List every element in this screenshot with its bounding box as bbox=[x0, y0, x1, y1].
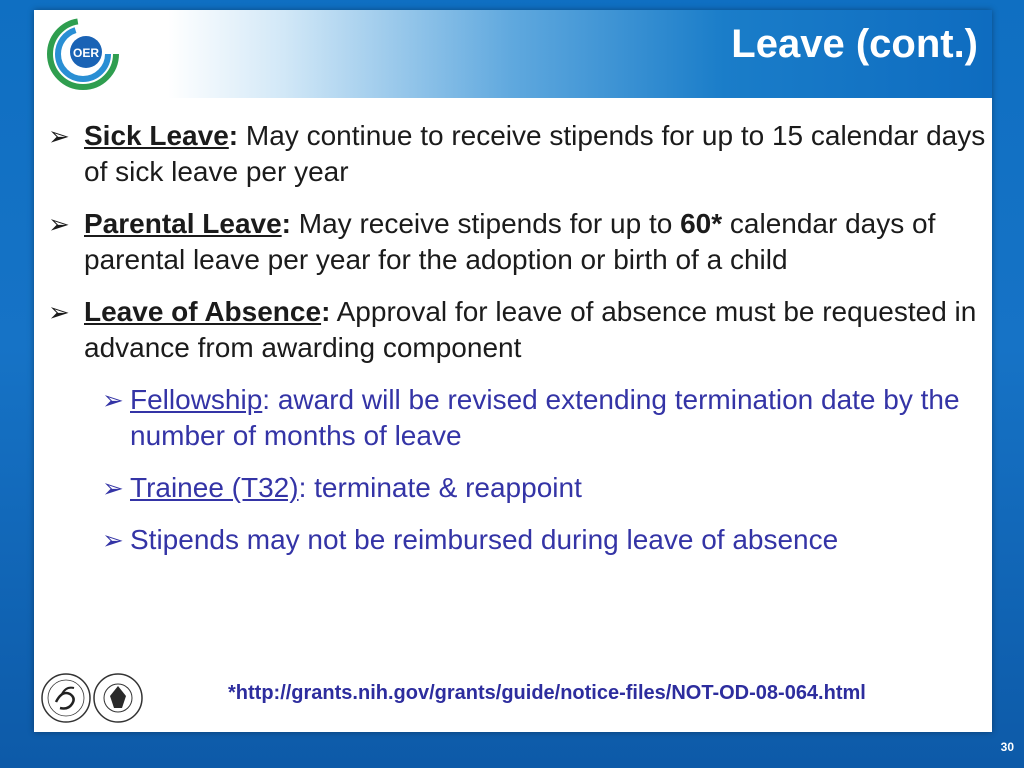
bullet-sick-leave bbox=[46, 118, 988, 190]
slide-title: Leave (cont.) bbox=[731, 22, 978, 66]
sub-bullet-term: Fellowship bbox=[130, 384, 263, 415]
sub-bullet-text: Stipends may not be reimbursed during leave of absence bbox=[130, 524, 839, 555]
arrow-bullet-icon: ➢ bbox=[48, 209, 70, 239]
sub-bullet-trainee bbox=[46, 470, 988, 506]
arrow-bullet-icon: ➢ bbox=[102, 525, 124, 555]
bullet-parental-leave bbox=[46, 206, 988, 278]
bullet-term: Sick Leave bbox=[84, 120, 229, 151]
bullet-bold-value: 60* bbox=[680, 208, 723, 239]
slide-content bbox=[46, 118, 988, 574]
bullet-term: Parental Leave bbox=[84, 208, 282, 239]
svg-text:OER: OER bbox=[72, 46, 100, 60]
slide-frame bbox=[34, 10, 992, 732]
sub-bullet-text: : terminate & reappoint bbox=[298, 472, 582, 503]
arrow-bullet-icon: ➢ bbox=[48, 121, 70, 151]
bullet-text: May continue to receive stipends for up to 15 calendar days of sick leave per year bbox=[84, 120, 986, 187]
bullet-colon: : bbox=[281, 208, 291, 239]
bullet-text: calendar days of parental leave per year for the adoption or birth of a child bbox=[84, 208, 936, 275]
sub-bullet-fellowship bbox=[46, 382, 988, 454]
sub-bullet-term: Trainee (T32) bbox=[130, 472, 299, 503]
arrow-bullet-icon: ➢ bbox=[102, 473, 124, 503]
footnote-link[interactable]: *http://grants.nih.gov/grants/guide/notice-files/NOT-OD-08-064.html bbox=[228, 682, 866, 704]
sub-bullet-stipends bbox=[46, 522, 988, 558]
bullet-text: May receive stipends for up to bbox=[291, 208, 681, 239]
slide-header bbox=[34, 10, 992, 98]
arrow-bullet-icon: ➢ bbox=[102, 385, 124, 415]
bullet-colon: : bbox=[321, 296, 331, 327]
page-number: 30 bbox=[1000, 740, 1014, 754]
oer-logo bbox=[42, 18, 124, 90]
bullet-leave-of-absence bbox=[46, 294, 988, 366]
hhs-seal-icon bbox=[40, 672, 92, 724]
bullet-text: Approval for leave of absence must be requested in advance from awarding component bbox=[84, 296, 977, 363]
arrow-bullet-icon: ➢ bbox=[48, 297, 70, 327]
bullet-colon: : bbox=[228, 120, 239, 151]
bullet-term: Leave of Absence bbox=[84, 296, 322, 327]
sub-bullet-text: : award will be revised extending termination date by the number of months of leave bbox=[130, 384, 960, 451]
nih-seal-icon bbox=[92, 672, 144, 724]
